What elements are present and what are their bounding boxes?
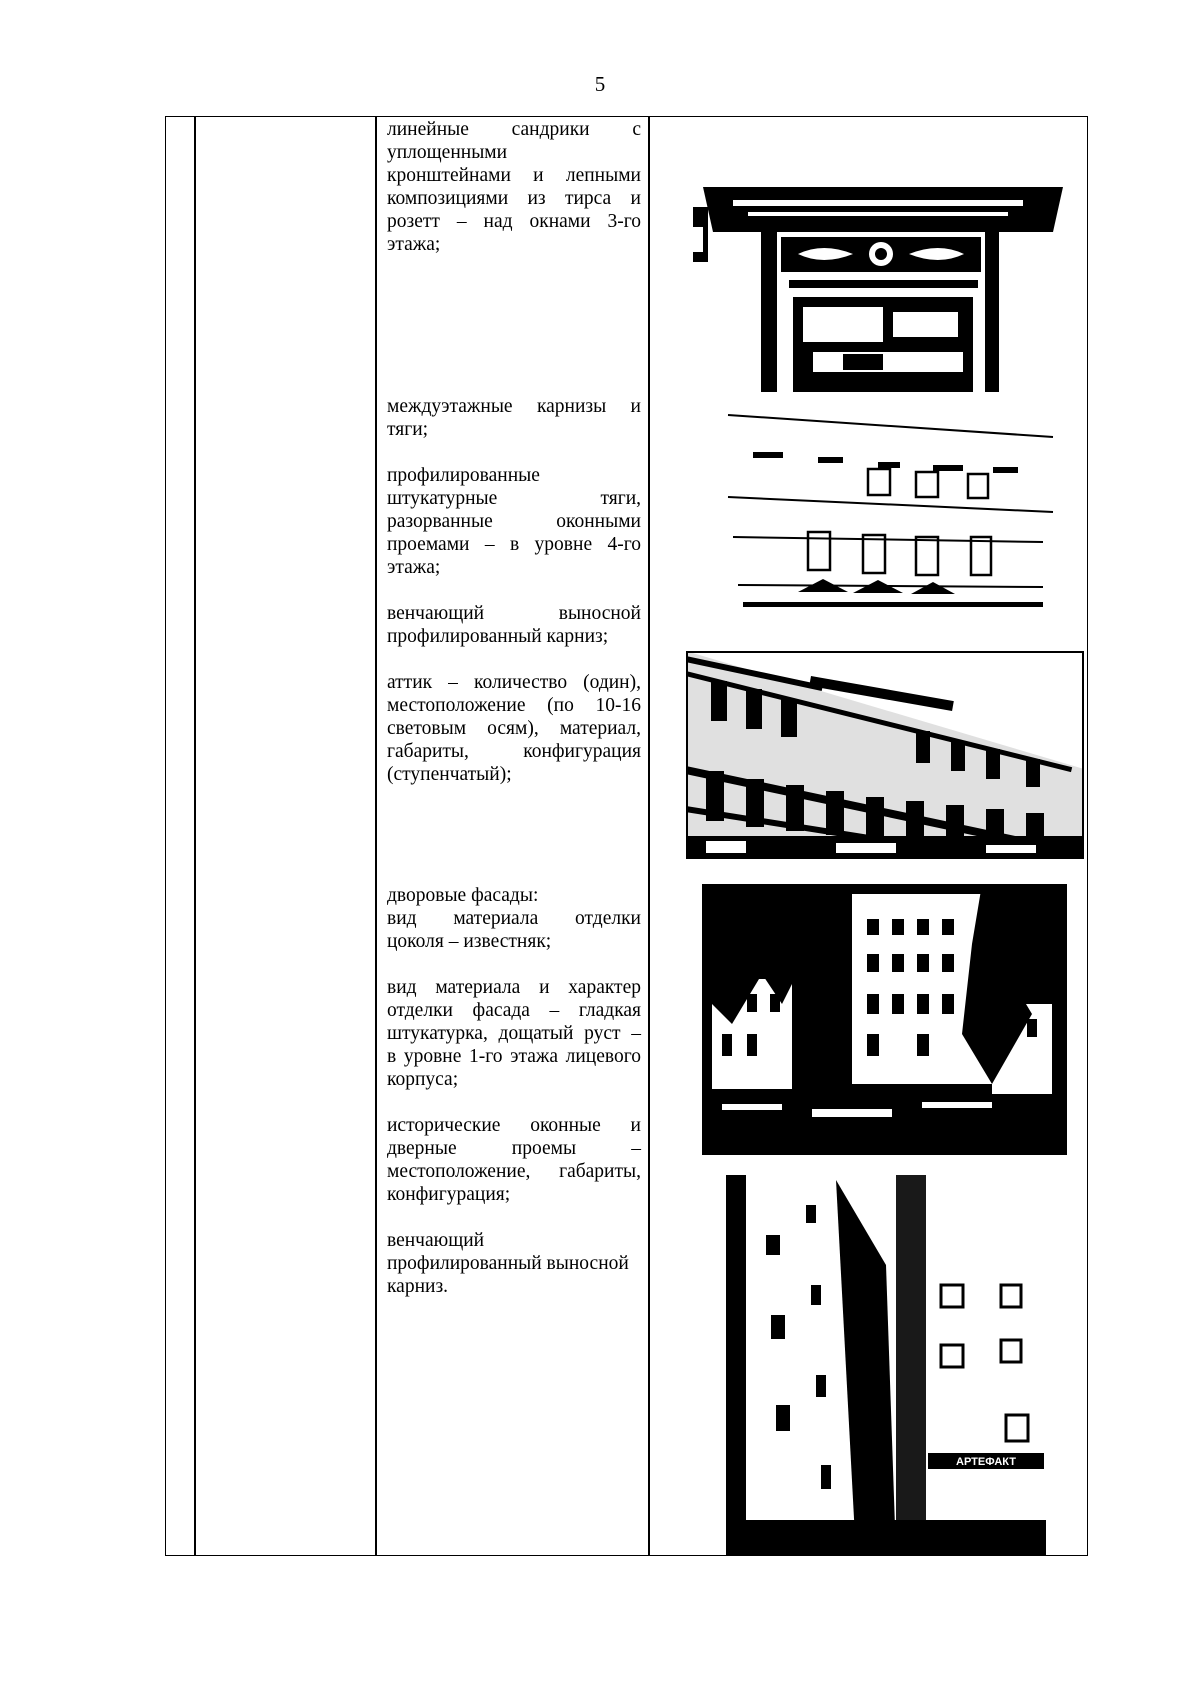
paragraph-crowning-cornice — [387, 602, 641, 648]
paragraph-line: штукатурка, дощатый руст – — [387, 1023, 641, 1044]
paragraph-line: аттик – количество (один), — [387, 672, 641, 693]
paragraph-final-cornice — [387, 1229, 641, 1298]
paragraph-line: проемами – в уровне 4-го — [387, 534, 641, 555]
paragraph-line: разорванные оконными — [387, 511, 641, 532]
paragraph-line: профилированный выносной — [387, 1253, 629, 1274]
paragraph-line: профилированные — [387, 465, 540, 486]
paragraph-interfloor-cornices — [387, 395, 641, 441]
paragraph-line: конфигурация; — [387, 1184, 511, 1205]
paragraph-line: кронштейнами и лепными — [387, 165, 641, 186]
paragraph-line: отделки фасада – гладкая — [387, 1000, 641, 1021]
paragraph-line: венчающий выносной — [387, 603, 641, 624]
paragraph-line: уплощенными — [387, 142, 508, 163]
paragraph-line: штукатурные тяги, — [387, 488, 641, 509]
paragraph-line: линейные сандрики с — [387, 119, 641, 140]
paragraph-line: местоположение (по 10-16 — [387, 695, 641, 716]
paragraph-line: вид материала отделки — [387, 908, 641, 929]
photo-sandrik-detail — [693, 172, 1073, 392]
paragraph-line: габариты, конфигурация — [387, 741, 641, 762]
paragraph-line: в уровне 1-го этажа лицевого — [387, 1046, 641, 1067]
paragraph-line: венчающий — [387, 1230, 485, 1251]
paragraph-line: местоположение, габариты, — [387, 1161, 641, 1182]
paragraph-attic — [387, 671, 641, 786]
paragraph-line: розетт – над окнами 3-го — [387, 211, 641, 232]
paragraph-line: световым осям), материал, — [387, 718, 641, 739]
paragraph-line: дверные проемы – — [387, 1138, 641, 1159]
paragraph-line: профилированный карниз; — [387, 626, 609, 647]
paragraph-facade-material — [387, 976, 641, 1091]
paragraph-line: карниз. — [387, 1276, 449, 1297]
paragraph-line: вид материала и характер — [387, 977, 641, 998]
photo-cornices-facade — [723, 407, 1063, 622]
photo-courtyard-facade — [702, 884, 1067, 1155]
paragraph-line: этажа; — [387, 234, 441, 255]
page-number: 5 — [594, 72, 606, 96]
photo-courtyard-street — [726, 1175, 1046, 1556]
paragraph-courtyard-facades — [387, 884, 641, 953]
paragraph-line: композициями из тирса и — [387, 188, 641, 209]
paragraph-line: (ступенчатый); — [387, 764, 512, 785]
paragraph-line: дворовые фасады: — [387, 885, 539, 906]
paragraph-window-door-openings — [387, 1114, 641, 1206]
paragraph-sandriki — [387, 118, 641, 256]
photo-attic-facade — [686, 651, 1084, 859]
paragraph-line: корпуса; — [387, 1069, 459, 1090]
paragraph-line: тяги; — [387, 419, 429, 440]
paragraph-line: этажа; — [387, 557, 441, 578]
table-column-divider — [375, 117, 377, 1555]
table-column-divider — [648, 117, 650, 1555]
paragraph-line: цоколя – известняк; — [387, 931, 552, 952]
paragraph-profiled-rods — [387, 464, 641, 579]
paragraph-line: междуэтажные карнизы и — [387, 396, 641, 417]
paragraph-line: исторические оконные и — [387, 1115, 641, 1136]
table-column-divider — [194, 117, 196, 1555]
shop-sign-text: АРТЕФАКТ — [956, 1456, 1016, 1468]
